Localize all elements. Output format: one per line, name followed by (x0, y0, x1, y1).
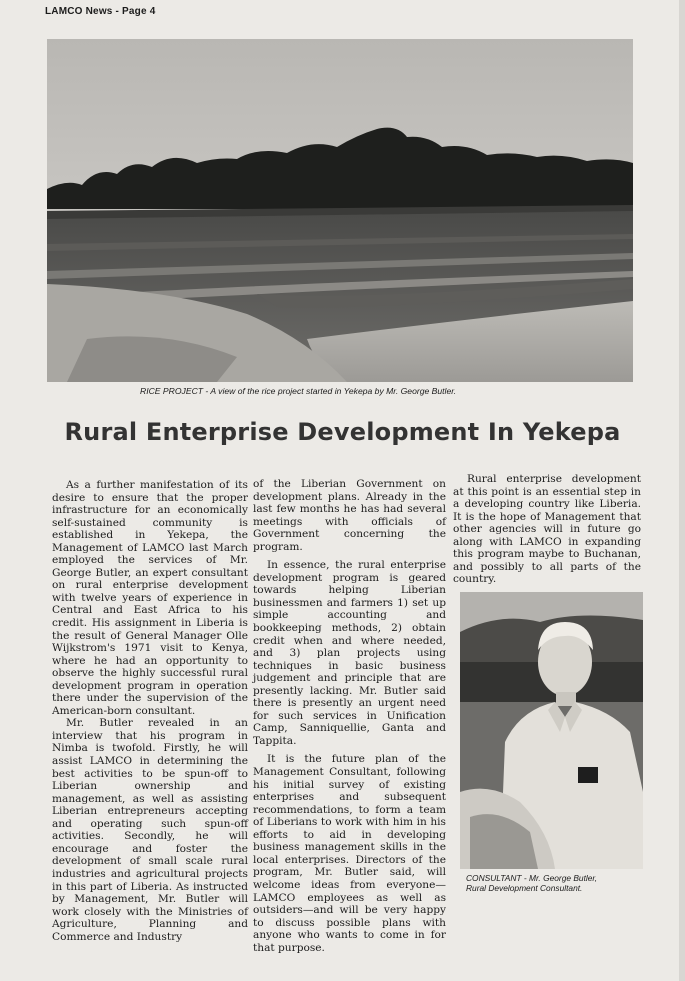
rice-project-caption: RICE PROJECT - A view of the rice project started in Yekepa by Mr. George Butler. (140, 386, 457, 396)
page-header: LAMCO News - Page 4 (45, 6, 156, 17)
col2-paragraph-2: In essence, the rural enterprise development program is geared towards helping Liberian businessmen and farmers 1) set up simple accounting and bookkeeping methods, 2) obtain credit when and where needed, and 3) plan projects using techniques in basic business judgement and principle that are presently lacking. Mr. Butler said there is presently an urgent need for such services in Unification Camp, Sanniquellie, Ganta and Tappita. (253, 559, 446, 747)
col3-paragraph-1: Rural enterprise development at this point is an essential step in a developing country like Liberia. It is the hope of Management that other agencies will in future go along with LAMCO in expanding this program maybe to Buchanan, and possibly to all parts of the country. (453, 473, 641, 586)
article-title: Rural Enterprise Development In Yekepa (64, 418, 621, 446)
rice-project-photo (47, 39, 633, 382)
consultant-caption-line-1: CONSULTANT - Mr. George Butler, (466, 873, 598, 883)
consultant-caption-line-2: Rural Development Consultant. (466, 882, 583, 893)
col1-paragraph-1: As a further manifestation of its desire to ensure that the proper infrastructure for an economically self-sustained community is established in Yekepa, the Management of LAMCO last March employed the services of Mr. George Butler, an expert consultant on rural enterprise development with twelve years of experience in Central and East Africa to his credit. His assignment in Liberia is the result of General Manager Olle Wijkstrom's 1971 visit to Kenya, where he had an opportunity to observe the highly successful rural development program in operation there under the supervision of the American-born consultant. (52, 479, 248, 717)
col1-paragraph-2: Mr. Butler revealed in an interview that his program in Nimba is twofold. Firstly, he will assist LAMCO in determining the best activities to be spun-off to Liberian ownership and management, as well as assisting Liberian entrepreneurs accepting and operating such spun-off activities. Secondly, he will encourage and foster the development of small scale rural industries and agricultural projects in this part of Liberia. As instructed by Management, Mr. Butler will work closely with the Ministries of Agriculture, Planning and Commerce and Industry (52, 717, 248, 943)
consultant-photo (460, 592, 643, 869)
article-column-3 (453, 473, 641, 586)
consultant-caption (466, 874, 648, 894)
page-edge (679, 0, 685, 981)
col2-paragraph-1: of the Liberian Government on development plans. Already in the last few months he has had several meetings with officials of Government concerning the program. (253, 478, 446, 553)
article-column-1 (52, 479, 248, 943)
article-column-2 (253, 478, 446, 954)
col2-paragraph-3: It is the future plan of the Management Consultant, following his initial survey of existing enterprises and subsequent recommendations, to form a team of Liberians to work with him in his efforts to aid in developing business management skills in the local enterprises. Directors of the program, Mr. Butler said, will welcome ideas from everyone—LAMCO employees as well as outsiders—and will be very happy to discuss possible plans with anyone who wants to come in for that purpose. (253, 753, 446, 954)
